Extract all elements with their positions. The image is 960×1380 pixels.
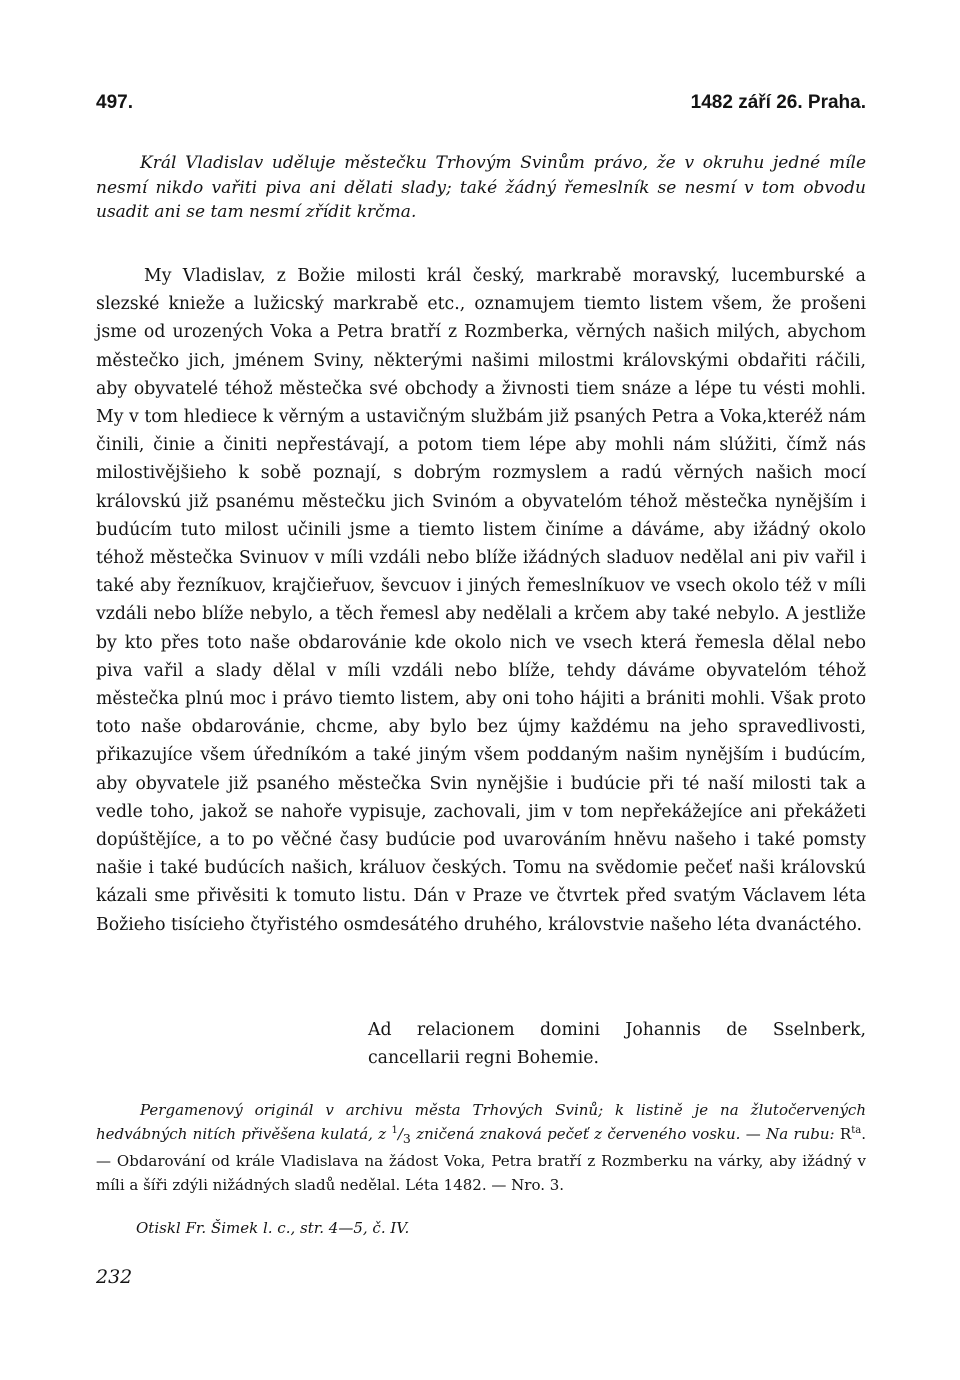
page-number: 232: [96, 1266, 133, 1288]
charter-text: My Vladislav, z Božie milosti král český, markrabě moravský, lucemburské a slezské knieže a lužicský markrabě etc., oznamujem tiemto listem všem, že prošeni jsme od urozených Voka a Petra bratří z Rozmberka, věrných našich milých, abychom městečko jich, jménem Sviny, některými našimi milostmi královskými obdařiti ráčili, aby obyvatelé téhož městečka své obchody a živnosti tiem snáze a lépe tu vésti mohli. My v tom hlediece k věrným a ustavičným službám již psaných Petra a Voka,kteréž nám činili, činie a činiti nepřestávají, a potom tiem lépe aby mohli nám slúžiti, čímž nás milostivějšieho k sobě poznají, s dobrým rozmyslem a radú věrných našich mocí královskú již psanému městečku jich Svinóm a obyvatelóm téhož městečka nynějším i budúcím tuto milost učinili jsme a tiemto listem činíme a dáváme, aby ižádný okolo téhož městečka Svinuov v míli vzdáli nebo blíže ižádných sladuov nedělal ani piv vařil i také aby řezníkuov, krajčieřuov, ševcuov i jiných řemeslníkuov ve vsech okolo též v míli vzdáli nebo blíže nebylo, a těch řemesl aby nedělali a krčem aby také nebylo. A jestliže by kto přes toto naše obdarovánie kde okolo nich ve vsech která řemesla dělal nebo piva vařil a slady dělal v míli vzdáli nebo blíže, tehdy dáváme obyvatelóm téhož městečka plnú moc i právo tiemto listem, aby oni toho hájiti a brániti mohli. Však proto toto naše obdarovánie, chcme, aby bylo bez újmy každému na jeho spravedlivosti, přikazujíce všem úředníkóm a také jiným všem poddaným našim nynějším i budúcím, aby obyvatele již psaného městečka Svin nynějšie i budúcie při té naší milosti tak a vedle toho, jakož se nahoře vypisuje, zachovali, jim v tom nepřekážejíce ani překážeti dopúštějíce, a to po věčné časy budúcie pod uvarováním hněvu našeho i také pomsty našie i také budúcích našich, králuov českých. Tomu na svědomie pečeť naši královskú kázali sme přivěsiti k tomuto listu. Dán v Praze ve čtvrtek před svatým Václavem léta Božieho tisícieho čtyřistého osmdesátého druhého, královstvie našeho léta dvanáctého.: [96, 266, 866, 935]
relation-line-1: Ad relacionem domini Johannis de Sselnberk,: [368, 1020, 866, 1040]
document-number: 497.: [96, 92, 133, 113]
note-part-1: Pergamenový originál v archivu města Trhových Svinů; k listině je na žlutočervených hedvábných nitích přivěšena kulatá, z: [96, 1101, 866, 1143]
archival-note: [96, 1099, 866, 1197]
note-dash: —: [745, 1124, 761, 1143]
edition-reference: Otiskl Fr. Šimek l. c., str. 4—5, č. IV.: [136, 1219, 410, 1237]
document-page: [96, 0, 866, 1380]
regest-abstract: Král Vladislav uděluje městečku Trhovým Svinům právo, že v okruhu jedné míle nesmí nikdo vařiti piva ani dělati slady; také žádný řemeslník se nesmí v tom obvodu usadit ani se tam nesmí zřídit krčma.: [96, 153, 866, 222]
rta-superscript: ta: [851, 1124, 862, 1136]
rta-letter: R: [839, 1124, 852, 1143]
fraction-separator: /: [397, 1124, 403, 1143]
fraction-numerator: 1: [391, 1124, 398, 1136]
relation-note: [368, 1016, 866, 1072]
relation-line-2: cancellarii regni Bohemie.: [368, 1048, 599, 1068]
fraction-denominator: 3: [402, 1130, 411, 1146]
date-place: 1482 září 26. Praha.: [690, 92, 866, 113]
document-header: [96, 92, 866, 122]
note-part-2: zničená znaková pečeť z červeného vosku.: [416, 1124, 741, 1143]
note-part-3: . — Obdarování od krále Vladislava na žádost Voka, Petra bratří z Rozmberku na várky, aby ižádný v míli a šíři zdýli nižádných sladů nedělal. Léta 1482. — Nro. 3.: [96, 1124, 866, 1194]
rubu-label: Na rubu:: [766, 1124, 835, 1143]
